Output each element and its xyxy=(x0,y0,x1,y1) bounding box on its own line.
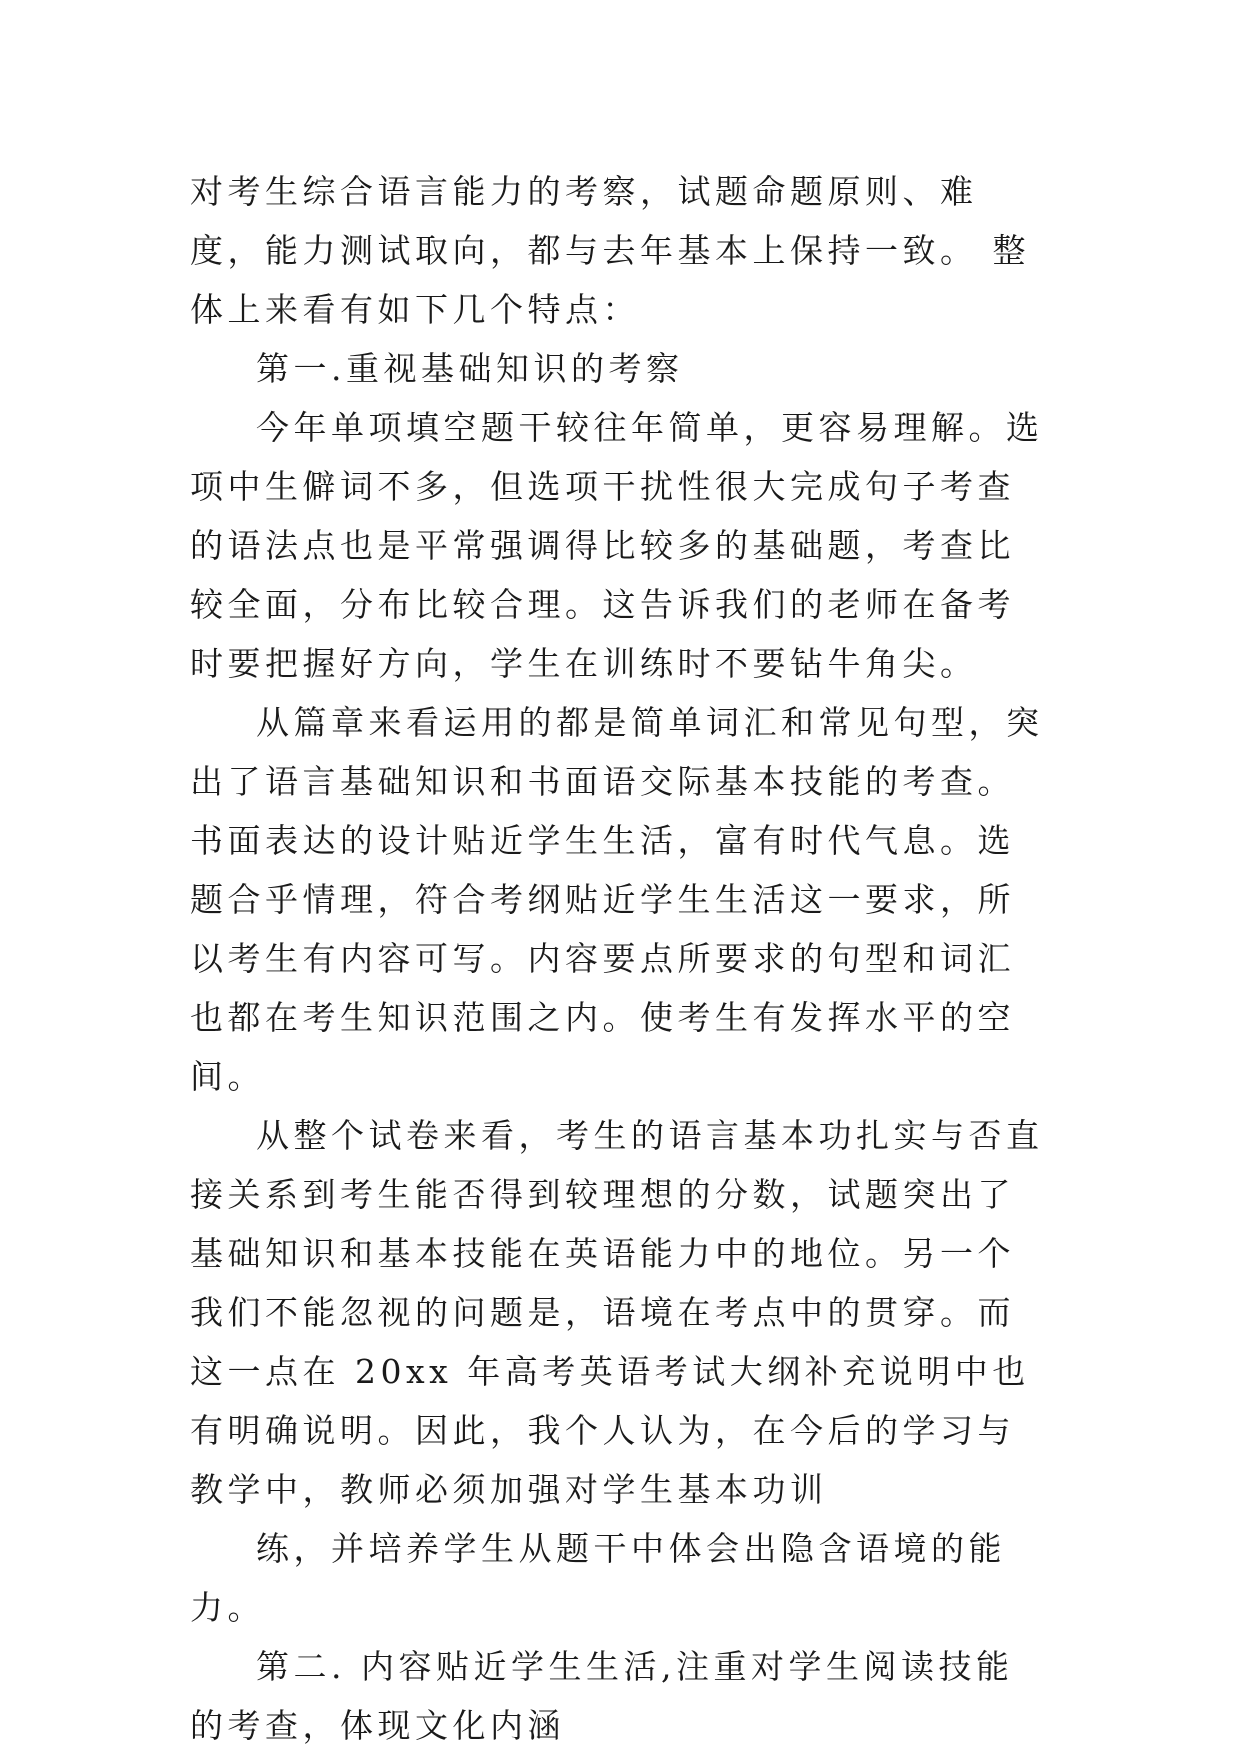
paragraph-intro: 对考生综合语言能力的考察，试题命题原则、难度，能力测试取向，都与去年基本上保持一致。 整体上来看有如下几个特点： xyxy=(190,172,1030,329)
document-body xyxy=(190,162,1050,1755)
paragraph-whole-paper: 从整个试卷来看，考生的语言基本功扎实与否直接关系到考生能否得到较理想的分数，试题突出了基础知识和基本技能在英语能力中的地位。另一个我们不能忽视的问题是，语境在考点中的贯穿。而这一点在 20xx 年高考英语考试大纲补充说明中也有明确说明。因此，我个人认为，在今后的学习与教学中，教师必须加强对学生基本功训 xyxy=(190,1116,1044,1509)
section-heading-first: 第一.重视基础知识的考察 xyxy=(256,349,684,388)
paragraph-context-ability: 练，并培养学生从题干中体会出隐含语境的能力。 xyxy=(190,1529,1006,1627)
section-heading-second: 第二. 内容贴近学生生活,注重对学生阅读技能的考查，体现文化内涵 xyxy=(190,1647,1014,1745)
paragraph-single-choice: 今年单项填空题干较往年简单，更容易理解。选项中生僻词不多，但选项干扰性很大完成句子考查的语法点也是平常强调得比较多的基础题，考查比较全面，分布比较合理。这告诉我们的老师在备考时要把握好方向，学生在训练时不要钻牛角尖。 xyxy=(190,408,1044,683)
paragraph-passages: 从篇章来看运用的都是简单词汇和常见句型，突出了语言基础知识和书面语交际基本技能的考查。书面表达的设计贴近学生生活，富有时代气息。选题合乎情理，符合考纲贴近学生生活这一要求，所以考生有内容可写。内容要点所要求的句型和词汇也都在考生知识范围之内。使考生有发挥水平的空间。 xyxy=(190,703,1044,1096)
